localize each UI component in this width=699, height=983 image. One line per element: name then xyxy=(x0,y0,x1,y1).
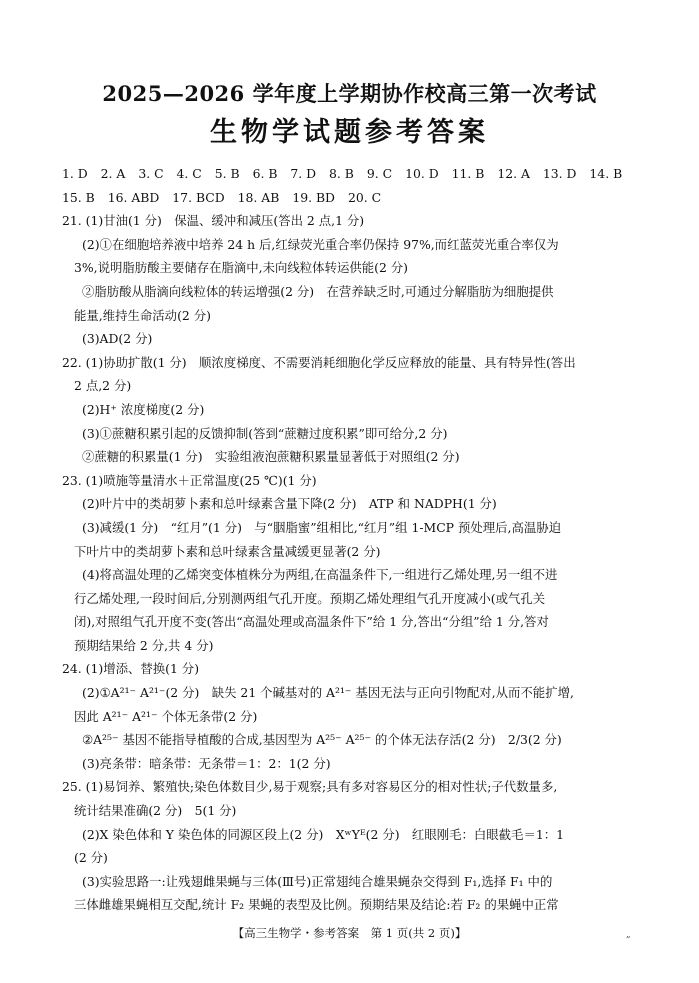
mcq-answer: 17. BCD xyxy=(172,189,225,205)
answer-line: 能量,维持生命活动(2 分) xyxy=(74,307,211,323)
mcq-answer: 11. B xyxy=(451,166,485,181)
answer-line: 3%,说明脂肪酸主要储存在脂滴中,未向线粒体转运供能(2 分) xyxy=(74,260,409,276)
answer-line: (3)亮条带：暗条带：无条带＝1：2：1(2 分) xyxy=(82,755,331,771)
answer-line: (2 分) xyxy=(74,850,108,866)
answer-line: (2)叶片中的类胡萝卜素和总叶绿素含量下降(2 分) ATP 和 NADPH(1 分) xyxy=(82,496,497,512)
mcq-answer: 15. B xyxy=(62,189,95,205)
answer-line: 2 点,2 分) xyxy=(74,378,132,394)
answer-line: ②A²⁵⁻ 基因不能指导植酸的合成,基因型为 A²⁵⁻ A²⁵⁻ 的个体无法存活(2 分) 2/3(2 分) xyxy=(82,732,562,748)
mcq-answer: 19. BD xyxy=(292,189,335,205)
mcq-answer: 12. A xyxy=(497,166,530,181)
answer-line: (2)①在细胞培养液中培养 24 h 后,红绿荧光重合率仍保持 97%,而红蓝荧光重合率仅为 xyxy=(82,236,559,252)
question-answer-line: 22. (1)协助扩散(1 分) 顺浓度梯度、不需要消耗细胞化学反应释放的能量、具有特异性(答出 xyxy=(62,354,576,370)
answer-line: (2)①A²¹⁻ A²¹⁻(2 分) 缺失 21 个碱基对的 A²¹⁻ 基因无法与正向引物配对,从而不能扩增, xyxy=(82,685,574,701)
answer-body xyxy=(62,162,638,917)
mcq-answer: 7. D xyxy=(290,166,317,181)
answer-line: (2)H⁺ 浓度梯度(2 分) xyxy=(82,401,205,417)
exam-title: 2025—2026 学年度上学期协作校高三第一次考试 xyxy=(102,81,597,106)
corner-mark: „ xyxy=(626,930,631,940)
answer-line: 闭),对照组气孔开度不变(答出“高温处理或高温条件下”给 1 分,答出“分组”给 1 分,答对 xyxy=(74,614,549,630)
answer-line: (3)①蔗糖积累引起的反馈抑制(答到“蔗糖过度积累”即可给分,2 分) xyxy=(82,425,448,441)
mcq-answer: 18. AB xyxy=(237,189,280,205)
mcq-answer: 9. C xyxy=(366,166,393,181)
mcq-answer: 13. D xyxy=(542,166,577,181)
question-answer-line: 25. (1)易饲养、繁殖快;染色体数目少,易于观察;具有多对容易区分的相对性状;子代数量多, xyxy=(62,779,558,795)
mcq-answer: 16. ABD xyxy=(107,189,160,205)
question-answer-line: 24. (1)增添、替换(1 分) xyxy=(62,661,200,677)
mcq-answers-row-1 xyxy=(62,162,638,186)
answer-line: (4)将高温处理的乙烯突变体植株分为两组,在高温条件下,一组进行乙烯处理,另一组不进 xyxy=(82,567,558,583)
question-answer-line: 21. (1)甘油(1 分) 保温、缓冲和减压(答出 2 点,1 分) xyxy=(62,213,365,229)
mcq-answer: 20. C xyxy=(347,189,382,205)
mcq-answer: 6. B xyxy=(252,166,278,181)
answer-line: ②蔗糖的积累量(1 分) 实验组液泡蔗糖积累量显著低于对照组(2 分) xyxy=(82,449,460,465)
page-footer: 【高三生物学・参考答案 第 1 页(共 2 页)】 xyxy=(232,926,467,940)
mcq-answer: 5. B xyxy=(214,166,240,181)
mcq-answer: 14. B xyxy=(589,166,623,181)
answer-line: 下叶片中的类胡萝卜素和总叶绿素含量减缓更显著(2 分) xyxy=(74,543,381,559)
mcq-answer: 10. D xyxy=(405,166,439,181)
mcq-answer: 4. C xyxy=(176,166,202,181)
answer-line: (2)X 染色体和 Y 染色体的同源区段上(2 分) XʷYᴱ(2 分) 红眼刚毛：白眼截毛＝1：1 xyxy=(82,826,564,842)
mcq-answer: 1. D xyxy=(62,166,88,181)
mcq-answer: 3. C xyxy=(138,166,164,181)
answer-line: ②脂肪酸从脂滴向线粒体的转运增强(2 分) 在营养缺乏时,可通过分解脂肪为细胞提供 xyxy=(82,283,554,299)
answer-line: (3)实验思路一:让残翅雌果蝇与三体(Ⅲ号)正常翅纯合雄果蝇杂交得到 F₁,选择 F₁ 中的 xyxy=(82,873,553,889)
answer-line: 预期结果给 2 分,共 4 分) xyxy=(74,637,214,653)
answer-line: (3)AD(2 分) xyxy=(82,331,153,347)
answer-line: 三体雌雄果蝇相互交配,统计 F₂ 果蝇的表型及比例。预期结果及结论:若 F₂ 的果蝇中正常 xyxy=(74,897,559,913)
answer-line: (3)减缓(1 分) “红月”(1 分) 与“胭脂蜜”组相比,“红月”组 1-MCP 预处理后,高温胁迫 xyxy=(82,519,562,535)
question-answer-line: 23. (1)喷施等量清水＋正常温度(25 ℃)(1 分) xyxy=(62,472,317,488)
answer-line: 行乙烯处理,一段时间后,分别测两组气孔开度。预期乙烯处理组气孔开度减小(或气孔关 xyxy=(74,590,546,606)
mcq-answer: 8. B xyxy=(329,166,354,181)
mcq-answer: 2. A xyxy=(100,166,126,181)
answer-line: 因此 A²¹⁻ A²¹⁻ 个体无条带(2 分) xyxy=(74,708,258,724)
answer-line: 统计结果准确(2 分) 5(1 分) xyxy=(74,803,237,819)
answer-lines xyxy=(62,209,638,917)
document-title: 生物学试题参考答案 xyxy=(210,117,489,148)
mcq-answers-row-2 xyxy=(62,186,638,210)
